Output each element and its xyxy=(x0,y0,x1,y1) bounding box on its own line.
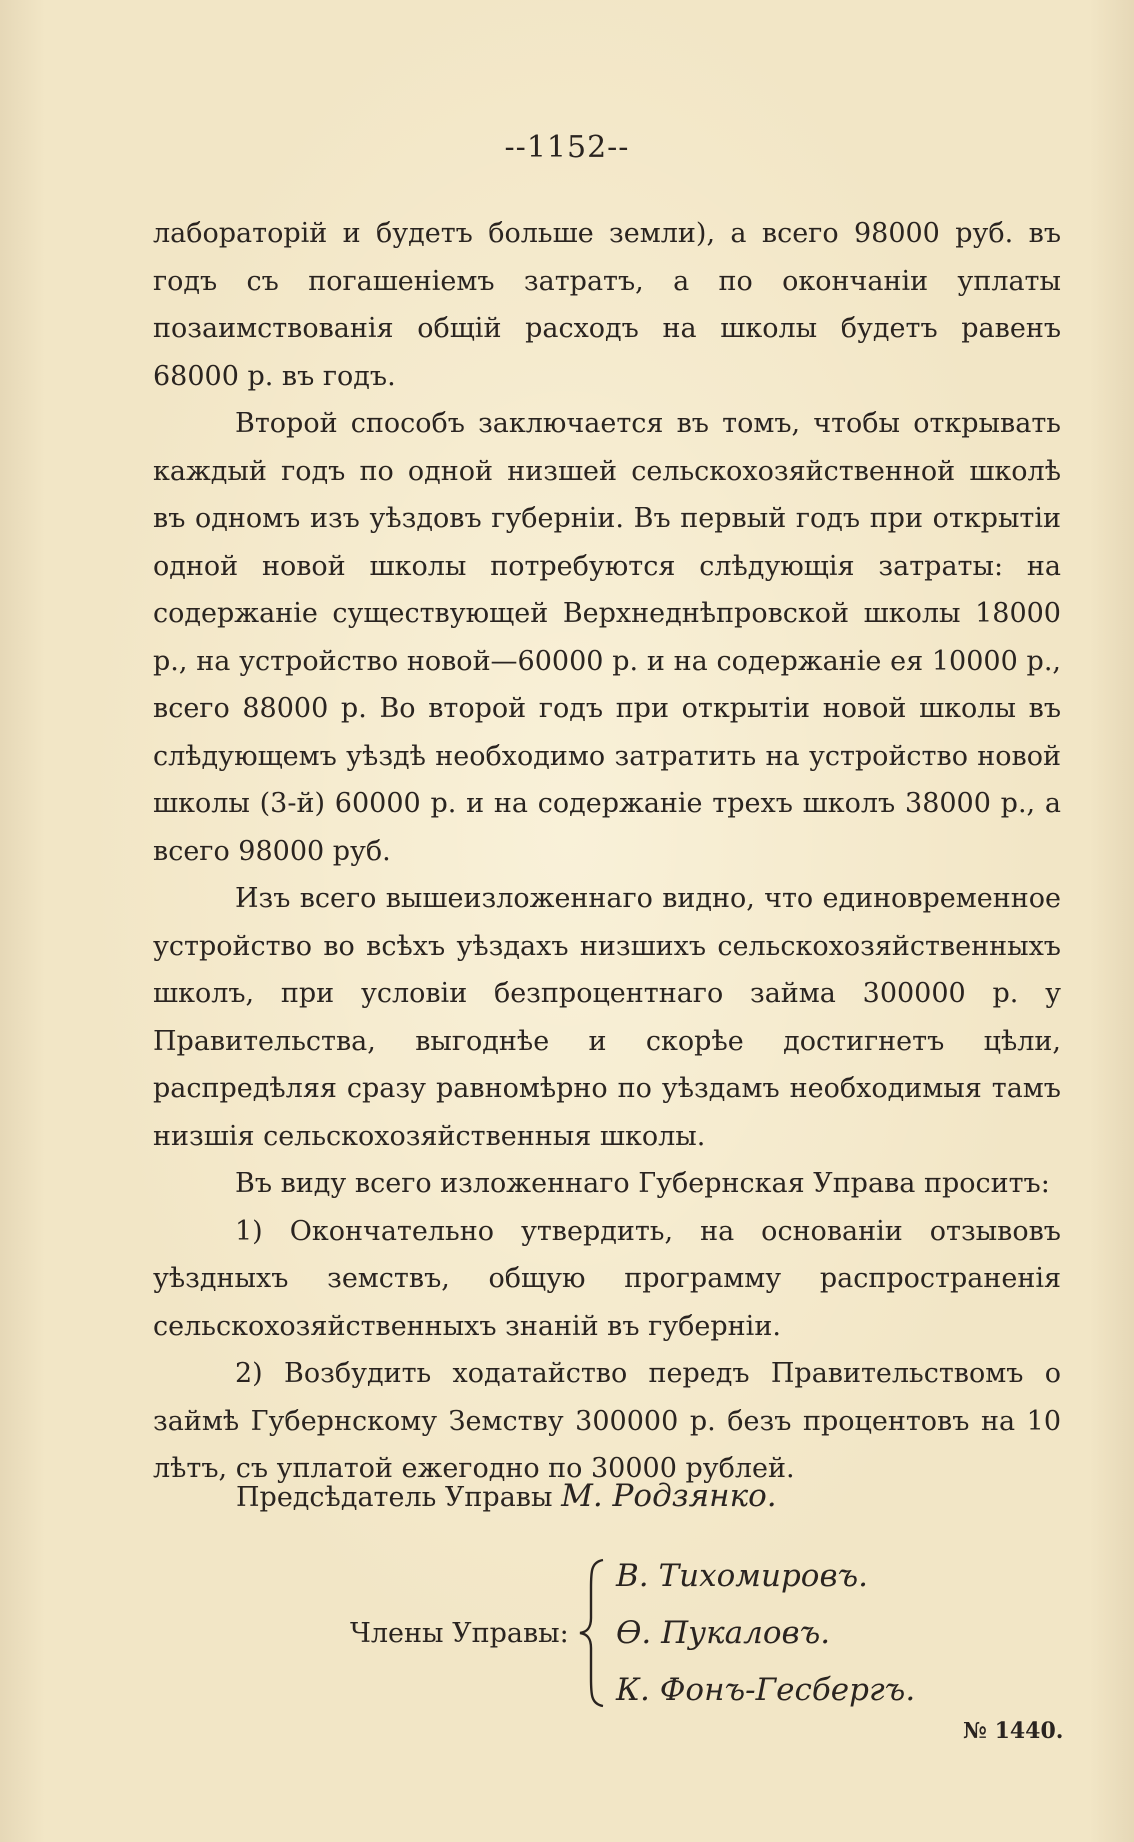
members-label: Члены Управы: xyxy=(350,1618,569,1649)
member-name-1: В. Тихомировъ. xyxy=(616,1558,869,1594)
member-name-3: К. Фонъ-Гесбергъ. xyxy=(616,1672,916,1708)
curly-brace-icon xyxy=(577,1558,607,1708)
member-name-2: Ѳ. Пукаловъ. xyxy=(616,1615,831,1651)
chairman-label: Предсѣдатель Управы xyxy=(236,1482,553,1513)
paragraph-2: Второй способъ заключается въ томъ, чтобы открывать каждый годъ по одной низшей сельскохозяйственной школѣ въ одномъ изъ уѣздовъ губерніи. Въ первый годъ при открытіи одной новой школы потребуются слѣдующія затраты: на содержаніе существующей Верхнеднѣпровской школы 18000 р., на устройство новой—60000 р. и на содержаніе ея 10000 р., всего 88000 р. Во второй годъ при открытіи новой школы въ слѣдующемъ уѣздѣ необходимо затратить на устройство новой школы (3-й) 60000 р. и на содержаніе трехъ школъ 38000 р., а всего 98000 руб. xyxy=(153,408,1061,867)
paragraph-5: 1) Окончательно утвердить, на основаніи отзывовъ уѣздныхъ земствъ, общую программу распространенія сельскохозяйственныхъ знаній въ губерніи. xyxy=(153,1215,1061,1342)
paragraph-6: 2) Возбудить ходатайство передъ Правительствомъ о займѣ Губернскому Земству 300000 р. безъ процентовъ на 10 лѣтъ, съ уплатой ежегодно по 30000 рублей. xyxy=(153,1358,1061,1484)
chairman-line xyxy=(236,1478,777,1514)
paragraph-4: Въ виду всего изложеннаго Губернская Управа проситъ: xyxy=(235,1168,1050,1199)
document-number: № 1440. xyxy=(963,1718,1064,1744)
paragraph-1: лабораторій и будетъ больше земли), а всего 98000 руб. въ годъ съ погашеніемъ затратъ, а по окончаніи уплаты позаимствованія общій расходъ на школы будетъ равенъ 68000 р. въ годъ. xyxy=(153,218,1061,392)
page-number: --1152-- xyxy=(504,130,630,165)
paragraph-3: Изъ всего вышеизложеннаго видно, что единовременное устройство во всѣхъ уѣздахъ низшихъ сельскохозяйственныхъ школъ, при условіи безпроцентнаго займа 300000 р. у Правительства, выгоднѣе и скорѣе достигнетъ цѣли, распредѣляя сразу равномѣрно по уѣздамъ необходимыя тамъ низшія сельскохозяйственныя школы. xyxy=(153,883,1061,1152)
chairman-name: М. Родзянко. xyxy=(561,1478,777,1514)
body-text xyxy=(153,210,1061,1493)
